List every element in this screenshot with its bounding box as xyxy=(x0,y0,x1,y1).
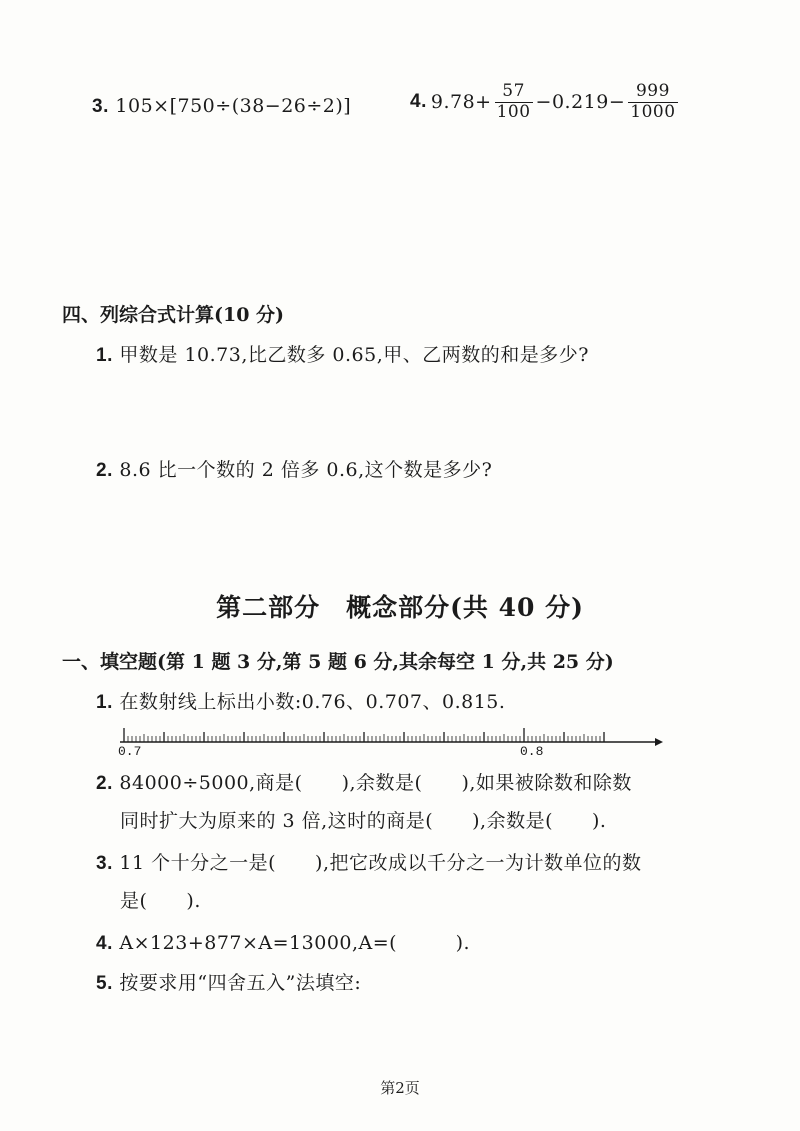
page-number: 第2页 xyxy=(380,1079,420,1097)
question-text-line1: 84000÷5000,商是( ),余数是( ),如果被除数和除数 xyxy=(119,772,632,794)
fill-question-4 xyxy=(96,928,470,955)
number-line-mid-label: 0.8 xyxy=(520,744,544,759)
expression-part: −0.219− xyxy=(535,91,626,114)
fill-question-5 xyxy=(96,968,361,995)
question-number: 3. xyxy=(96,853,113,874)
question-text: 8.6 比一个数的 2 倍多 0.6,这个数是多少? xyxy=(119,459,493,481)
fill-question-1 xyxy=(96,687,505,714)
part-title: 第二部分 概念部分(共 40 分) xyxy=(216,593,584,622)
fraction xyxy=(495,82,533,122)
question-number: 1. xyxy=(96,692,113,713)
fill-question-2 xyxy=(96,768,632,795)
question-text: 在数射线上标出小数:0.76、0.707、0.815. xyxy=(119,691,506,713)
fraction-denominator: 1000 xyxy=(630,101,676,122)
question-number: 4. xyxy=(96,933,113,954)
calc-question-3 xyxy=(92,95,351,118)
question-text-line1: 11 个十分之一是( ),把它改成以千分之一为计数单位的数 xyxy=(119,852,642,874)
question-number: 5. xyxy=(96,973,113,994)
fill-in-heading: 一、填空题(第 1 题 3 分,第 5 题 6 分,其余每空 1 分,共 25 分) xyxy=(62,651,614,673)
question-number: 1. xyxy=(96,345,113,366)
section4-question-2 xyxy=(96,455,492,482)
fill-question-3-line2: 是( ). xyxy=(120,890,201,912)
question-text: 按要求用“四舍五入”法填空: xyxy=(119,972,362,994)
question-text: A×123+877×A=13000,A=( ). xyxy=(119,932,471,954)
question-number: 2. xyxy=(96,773,113,794)
arrow-right-icon xyxy=(655,738,663,746)
fraction-numerator: 57 xyxy=(502,81,525,101)
fraction xyxy=(628,82,677,122)
section4-question-1 xyxy=(96,340,589,367)
number-line-ticks xyxy=(124,728,604,742)
expression-part: 9.78+ xyxy=(430,91,492,114)
question-number: 4. xyxy=(410,91,427,113)
fill-question-2-line2: 同时扩大为原来的 3 倍,这时的商是( ),余数是( ). xyxy=(120,810,607,832)
fill-question-3 xyxy=(96,848,642,875)
number-line xyxy=(110,720,670,765)
fraction-denominator: 100 xyxy=(496,101,531,122)
question-expression: 105×[750÷(38−26÷2)] xyxy=(115,95,352,117)
fraction-numerator: 999 xyxy=(635,81,670,101)
number-line-start-label: 0.7 xyxy=(118,744,142,759)
question-text: 甲数是 10.73,比乙数多 0.65,甲、乙两数的和是多少? xyxy=(119,344,589,366)
calc-question-4 xyxy=(410,82,681,122)
question-number: 2. xyxy=(96,460,113,481)
question-number: 3. xyxy=(92,96,109,117)
section-heading: 四、列综合式计算(10 分) xyxy=(62,304,285,326)
